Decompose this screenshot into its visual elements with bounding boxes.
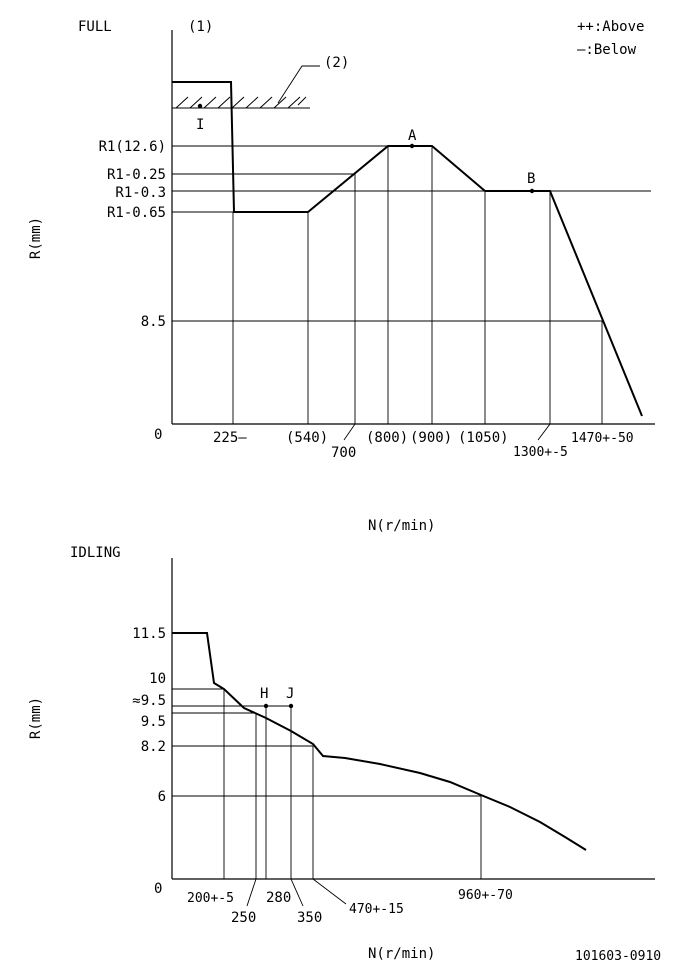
note-2: (2) [324,55,350,71]
idling-curve [172,633,586,850]
full-ylabel: R(mm) [28,216,44,260]
y-label-85: 8.5 [140,314,166,330]
point-j-label: J [286,686,295,702]
x-label-1470: 1470+-50 [571,431,634,446]
point-i-label: I [196,117,205,133]
hatch-marks [176,97,306,108]
y-label-r1-03: R1-0.3 [115,185,166,201]
full-chart [28,19,655,534]
idling-ylabel: R(mm) [28,696,44,740]
iy-label-82: 8.2 [140,739,166,755]
ix-label-350: 350 [297,910,323,926]
leader-1300 [538,424,550,440]
ix-label-200: 200+-5 [187,891,234,906]
full-curve [172,82,642,416]
idling-chart [28,545,655,962]
y-label-r1-065: R1-0.65 [106,205,166,221]
point-j-dot [289,704,293,708]
iy-label-95: 9.5 [140,714,166,730]
y-label-r1-025: R1-0.25 [106,167,166,183]
full-origin: 0 [154,427,163,443]
x-label-225: 225— [213,430,247,446]
x-label-1300: 1300+-5 [513,445,568,460]
x-label-900: (900) [410,430,453,446]
footer-code: 101603-0910 [575,949,662,964]
legend-above: ++:Above [577,19,645,35]
point-a-label: A [408,128,417,144]
iy-label-10: 10 [149,671,166,687]
x-label-700: 700 [331,445,357,461]
iy-label-approx-95: ≈9.5 [132,693,166,709]
point-b-dot [530,189,534,193]
iy-label-115: 11.5 [132,626,166,642]
ileader-470 [313,879,346,904]
x-label-800: (800) [366,430,409,446]
ileader-250 [247,879,256,906]
ix-label-280: 280 [266,890,292,906]
full-xlabel: N(r/min) [368,518,436,534]
point-b-label: B [527,171,536,187]
y-label-r1: R1(12.6) [98,139,166,155]
idling-origin: 0 [154,881,163,897]
legend-below: —:Below [577,42,637,58]
leader-700 [344,424,355,440]
point-i-dot [198,104,202,108]
ix-label-250: 250 [231,910,257,926]
idling-xlabel: N(r/min) [368,946,436,962]
idling-title: IDLING [70,545,121,561]
ileader-350 [291,879,303,906]
point-h-dot [264,704,268,708]
ix-label-470: 470+-15 [349,902,404,917]
ix-label-960: 960+-70 [458,888,513,903]
point-h-label: H [260,686,269,702]
note-1: (1) [188,19,214,35]
full-title: FULL [78,19,112,35]
x-label-540: (540) [286,430,329,446]
iy-label-6: 6 [157,789,166,805]
x-label-1050: (1050) [458,430,509,446]
point-a-dot [410,144,414,148]
